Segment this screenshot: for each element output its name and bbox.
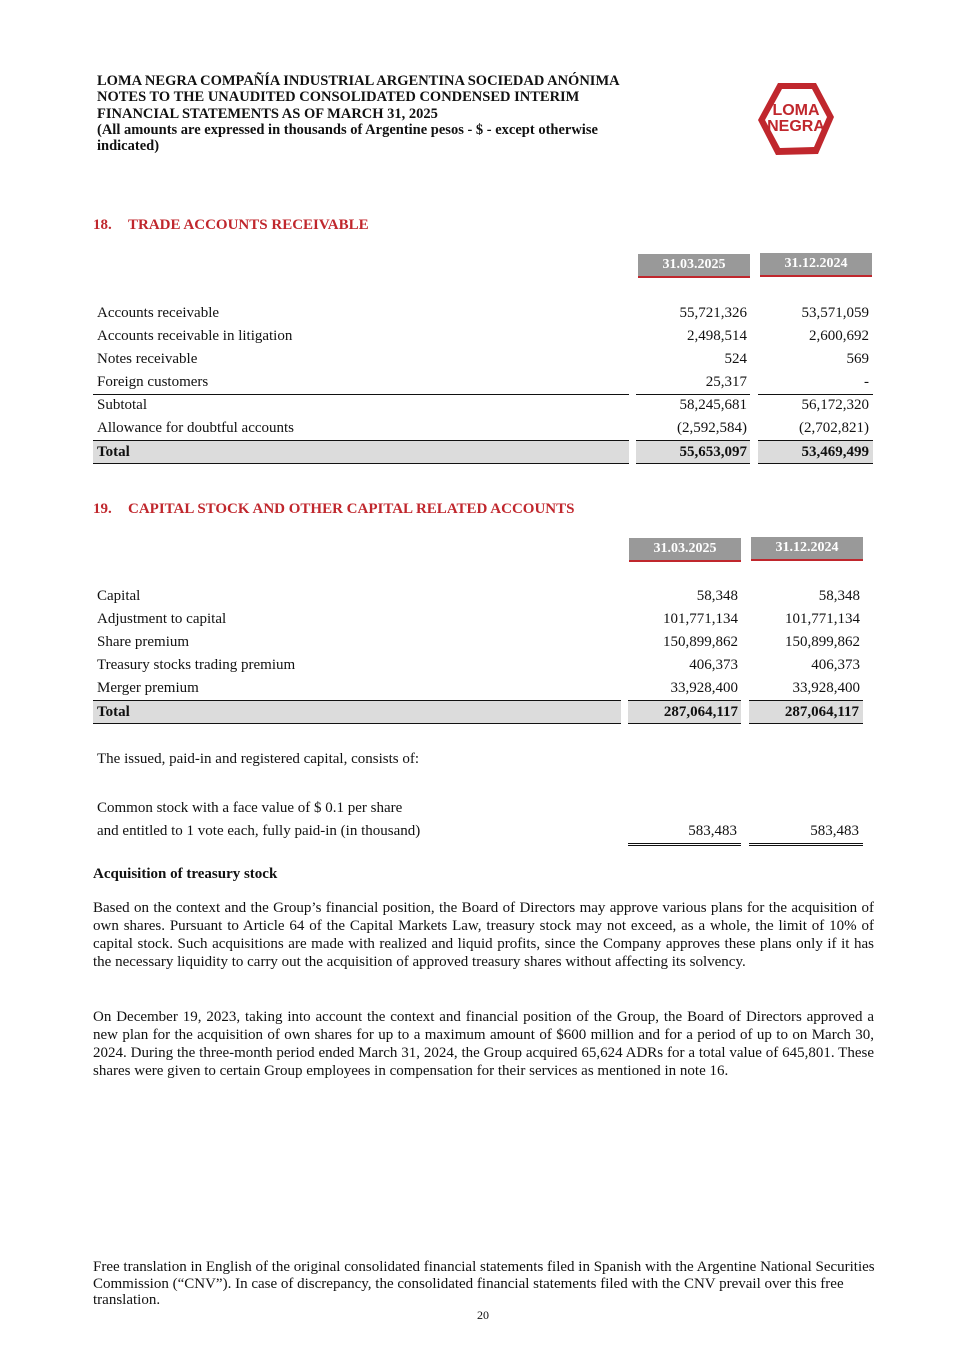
document-header <box>97 73 737 154</box>
divider <box>758 463 873 464</box>
note-19-number: 19. <box>93 501 112 517</box>
company-name: LOMA NEGRA COMPAÑÍA INDUSTRIAL ARGENTINA SOCIEDAD ANÓNIMA <box>97 73 620 89</box>
double-underline <box>628 843 741 846</box>
page-number: 20 <box>477 1308 489 1322</box>
treasury-paragraph-2: On December 19, 2023, taking into account the context and financial position of the Group, the Board of Directors approved a new plan for the acquisition of own shares for up to a maximum amount of $600 million and for a period of up to on March 30, 2024. During the three-month period ended March 31, 2024, the Group acquired 65,624 ADRs for a total value of 645,801. These shares were given to certain Group employees in compensation for their services as mentioned in note 16. <box>93 1009 874 1079</box>
treasury-paragraph-1: Based on the context and the Group’s financial position, the Board of Directors may approve various plans for the acquisition of own shares. Pursuant to Article 64 of the Capital Markets Law, treasury stock may not exceed, as a whole, the limit of 10% of capital stock. Such acquisitions are made with realized and liquid profits, since the Company approves these plans only if it has the necessary liquidity to carry out the acquisition of approved treasury shares without affecting its solvency. <box>93 900 874 970</box>
table-row: Share premium 150,899,862 150,899,862 <box>97 634 860 650</box>
divider <box>636 463 750 464</box>
divider <box>93 723 621 724</box>
table-row: Merger premium 33,928,400 33,928,400 <box>97 680 860 696</box>
divider <box>93 463 629 464</box>
header-date-line: FINANCIAL STATEMENTS AS OF MARCH 31, 2025 <box>97 105 438 122</box>
total-value-2024: 53,469,499 <box>758 441 873 464</box>
header-amounts-line-2: indicated) <box>97 138 160 155</box>
note-18-title <box>93 217 369 234</box>
common-stock-value-2024: 583,483 <box>810 823 859 839</box>
table-row: Notes receivable 524 569 <box>97 351 869 367</box>
note-18-col-2024-header: 31.12.2024 <box>760 253 872 277</box>
footer-disclaimer: Free translation in English of the original consolidated financial statements filed in Spanish with the Argentine National Securities Commission (“CNV”). In case of discrepancy, the consolidated financial statements filed with the CNV prevail over this free translation. <box>93 1259 875 1308</box>
note-19-title <box>93 501 574 518</box>
logo-text-loma: LOMA <box>772 102 820 119</box>
total-row: Total <box>93 701 621 724</box>
note-19-col-2024-header: 31.12.2024 <box>751 537 863 561</box>
issued-capital-text: The issued, paid-in and registered capital, consists of: <box>97 751 419 767</box>
table-row: Accounts receivable 55,721,326 53,571,059 <box>97 305 869 321</box>
total-value-2024: 287,064,117 <box>749 701 863 724</box>
loma-negra-logo <box>756 80 836 158</box>
table-row: Foreign customers 25,317 - <box>97 374 869 390</box>
note-18-title-text: TRADE ACCOUNTS RECEIVABLE <box>128 217 369 233</box>
common-stock-line-2: and entitled to 1 vote each, fully paid-in (in thousand) <box>97 823 421 839</box>
table-row: Allowance for doubtful accounts (2,592,584) (2,702,821) <box>97 420 869 436</box>
note-19-col-2025-header: 31.03.2025 <box>629 538 741 562</box>
divider <box>749 723 863 724</box>
total-row: Total <box>93 441 629 464</box>
total-value-2025: 287,064,117 <box>628 701 741 724</box>
header-amounts-line: (All amounts are expressed in thousands of Argentine pesos - $ - except otherwise <box>97 121 598 138</box>
subtotal-row: Subtotal 58,245,681 56,172,320 <box>97 397 869 413</box>
note-18-col-2025-header: 31.03.2025 <box>638 254 750 278</box>
note-18-number: 18. <box>93 217 112 233</box>
table-row: Treasury stocks trading premium 406,373 406,373 <box>97 657 860 673</box>
table-row: Capital 58,348 58,348 <box>97 588 860 604</box>
common-stock-line-1: Common stock with a face value of $ 0.1 per share <box>97 800 403 816</box>
double-underline <box>749 843 863 846</box>
divider <box>628 723 741 724</box>
note-19-title-text: CAPITAL STOCK AND OTHER CAPITAL RELATED ACCOUNTS <box>128 501 575 517</box>
table-row: Accounts receivable in litigation 2,498,514 2,600,692 <box>97 328 869 344</box>
total-value-2025: 55,653,097 <box>636 441 750 464</box>
common-stock-value-2025: 583,483 <box>688 823 737 839</box>
treasury-stock-heading: Acquisition of treasury stock <box>93 866 278 882</box>
logo-text-negra: NEGRA <box>767 118 825 135</box>
table-row: Adjustment to capital 101,771,134 101,771,134 <box>97 611 860 627</box>
header-notes-line: NOTES TO THE UNAUDITED CONSOLIDATED CONDENSED INTERIM <box>97 89 580 106</box>
